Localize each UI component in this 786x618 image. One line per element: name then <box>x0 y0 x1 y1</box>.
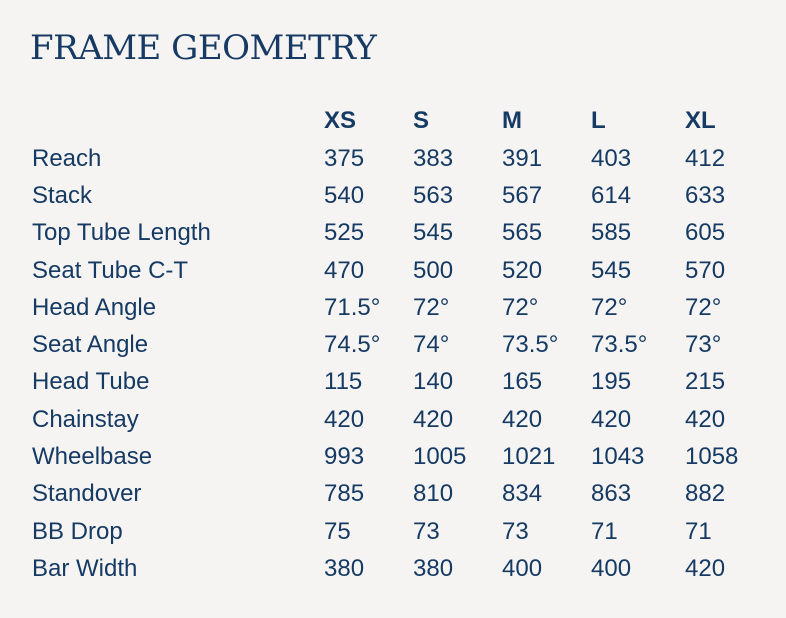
cell-m: 565 <box>502 219 543 247</box>
row-label: Wheelbase <box>32 443 153 471</box>
cell-m: 567 <box>502 181 543 209</box>
cell-xl: 215 <box>685 368 726 396</box>
table-row <box>24 177 767 214</box>
geometry-table <box>24 102 767 588</box>
cell-xl: 633 <box>685 181 726 209</box>
cell-s: 74° <box>413 331 450 359</box>
size-header-xl: XL <box>685 107 716 134</box>
table-row <box>24 438 767 475</box>
cell-s: 500 <box>413 256 454 284</box>
cell-l: 400 <box>591 554 632 582</box>
cell-xs: 470 <box>324 256 365 284</box>
cell-m: 1021 <box>502 443 556 471</box>
cell-xs: 375 <box>324 144 365 172</box>
cell-xl: 882 <box>685 480 726 508</box>
cell-m: 72° <box>502 293 539 321</box>
size-header-row <box>24 102 767 140</box>
cell-xl: 420 <box>685 554 726 582</box>
cell-xl: 420 <box>685 405 726 433</box>
size-header-l: L <box>591 107 606 134</box>
table-row <box>24 289 767 326</box>
cell-xl: 570 <box>685 256 726 284</box>
cell-xs: 75 <box>324 517 351 545</box>
cell-xs: 74.5° <box>324 331 381 359</box>
cell-s: 72° <box>413 293 450 321</box>
cell-m: 73.5° <box>502 331 559 359</box>
cell-s: 545 <box>413 219 454 247</box>
table-row <box>24 550 767 587</box>
cell-l: 614 <box>591 181 632 209</box>
cell-xl: 412 <box>685 144 726 172</box>
cell-xs: 540 <box>324 181 365 209</box>
cell-xl: 1058 <box>685 443 739 471</box>
cell-l: 863 <box>591 480 632 508</box>
row-label: Standover <box>32 480 142 508</box>
cell-l: 420 <box>591 405 632 433</box>
cell-m: 834 <box>502 480 543 508</box>
table-row <box>24 252 767 289</box>
table-row <box>24 140 767 177</box>
table-row <box>24 401 767 438</box>
table-row <box>24 215 767 252</box>
row-label: Seat Angle <box>32 331 149 359</box>
row-label: Seat Tube C-T <box>32 256 189 284</box>
cell-xl: 73° <box>685 331 722 359</box>
cell-xs: 115 <box>324 368 363 396</box>
cell-m: 391 <box>502 144 543 172</box>
row-label: Stack <box>32 181 93 209</box>
cell-s: 1005 <box>413 443 467 471</box>
cell-l: 73.5° <box>591 331 648 359</box>
size-header-xs: XS <box>324 107 357 134</box>
cell-xl: 605 <box>685 219 726 247</box>
cell-s: 380 <box>413 554 454 582</box>
row-label: Head Angle <box>32 293 157 321</box>
row-label-header <box>24 102 316 140</box>
cell-m: 420 <box>502 405 543 433</box>
table-row <box>24 364 767 401</box>
row-label: Bar Width <box>32 554 138 582</box>
cell-xs: 420 <box>324 405 365 433</box>
cell-m: 520 <box>502 256 543 284</box>
cell-xs: 785 <box>324 480 365 508</box>
cell-xs: 993 <box>324 443 365 471</box>
row-label: Chainstay <box>32 405 139 433</box>
cell-m: 73 <box>502 517 529 545</box>
cell-xs: 525 <box>324 219 365 247</box>
size-header-s: S <box>413 107 430 134</box>
geometry-table-body <box>24 140 767 588</box>
page-title: FRAME GEOMETRY <box>30 28 377 68</box>
row-label: BB Drop <box>32 517 123 545</box>
cell-l: 545 <box>591 256 632 284</box>
size-header-m: M <box>502 107 522 134</box>
cell-l: 71 <box>591 517 618 545</box>
cell-s: 563 <box>413 181 454 209</box>
cell-m: 400 <box>502 554 543 582</box>
cell-l: 585 <box>591 219 632 247</box>
row-label: Reach <box>32 144 102 172</box>
table-row <box>24 326 767 363</box>
cell-l: 195 <box>591 368 632 396</box>
cell-xs: 380 <box>324 554 365 582</box>
cell-l: 72° <box>591 293 628 321</box>
cell-l: 1043 <box>591 443 645 471</box>
cell-s: 140 <box>413 368 454 396</box>
cell-s: 420 <box>413 405 454 433</box>
cell-xs: 71.5° <box>324 293 381 321</box>
row-label: Top Tube Length <box>32 219 211 247</box>
cell-l: 403 <box>591 144 632 172</box>
cell-xl: 72° <box>685 293 722 321</box>
table-row <box>24 476 767 513</box>
cell-xl: 71 <box>685 517 712 545</box>
cell-s: 383 <box>413 144 454 172</box>
cell-m: 165 <box>502 368 543 396</box>
row-label: Head Tube <box>32 368 150 396</box>
cell-s: 810 <box>413 480 454 508</box>
cell-s: 73 <box>413 517 440 545</box>
table-row <box>24 513 767 550</box>
